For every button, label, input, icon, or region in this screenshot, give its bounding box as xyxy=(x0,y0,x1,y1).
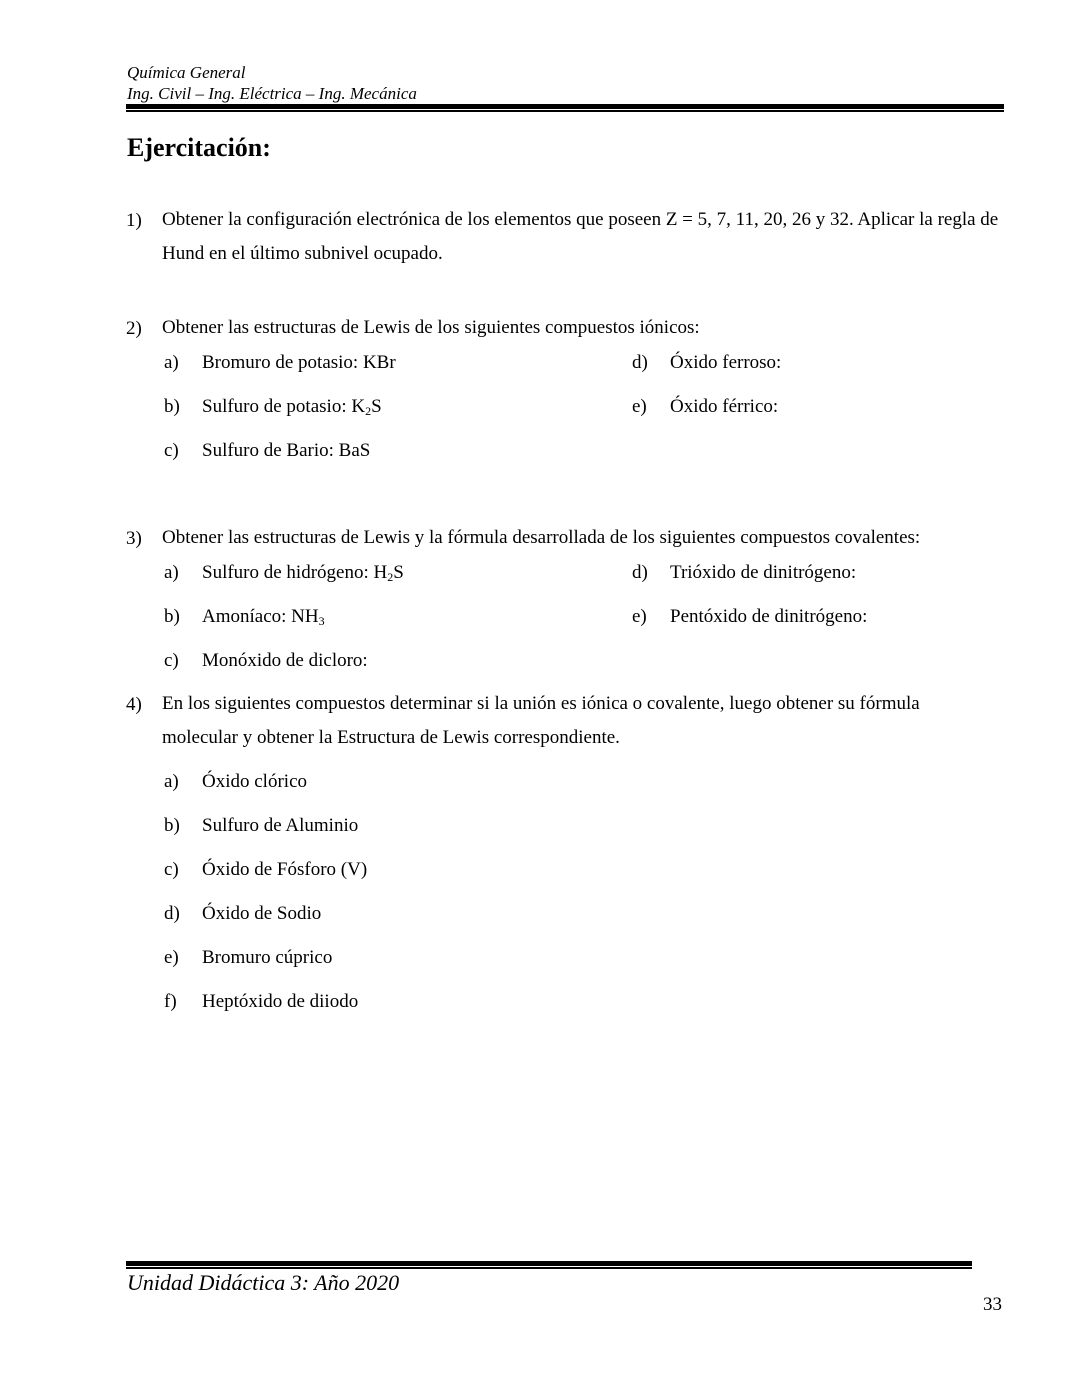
exercise-4-item-letter: e) xyxy=(164,947,179,968)
exercise-3-item-e-letter: e) xyxy=(632,606,647,627)
exercise-2-item-a-letter: a) xyxy=(164,352,179,373)
exercise-2-item-d: Óxido ferroso: xyxy=(670,352,782,373)
exercise-4-item: Bromuro cúprico xyxy=(202,947,333,968)
page-number: 33 xyxy=(983,1294,1002,1315)
exercise-4-item: Sulfuro de Aluminio xyxy=(202,815,359,836)
exercise-3-item-e: Pentóxido de dinitrógeno: xyxy=(670,606,868,627)
exercise-4-item-letter: a) xyxy=(164,771,179,792)
exercise-1-text: Obtener la configuración electrónica de los elementos que poseen Z = 5, 7, 11, 20, 26 y 32. Aplicar la regla de Hund en el último subnivel ocupado. xyxy=(162,209,999,264)
exercise-2-item-c: Sulfuro de Bario: BaS xyxy=(202,440,371,461)
exercise-4-item-letter: d) xyxy=(164,903,180,924)
exercise-2-text: Obtener las estructuras de Lewis de los siguientes compuestos iónicos: xyxy=(162,317,700,338)
exercise-4-item-letter: c) xyxy=(164,859,179,880)
exercise-2-number: 2) xyxy=(126,318,142,339)
exercise-4-item: Heptóxido de diiodo xyxy=(202,991,359,1012)
exercise-3-item-d: Trióxido de dinitrógeno: xyxy=(670,562,857,583)
exercise-4-item-letter: f) xyxy=(164,991,177,1012)
footer-rule-thick xyxy=(126,1261,972,1266)
exercise-3-item-b-letter: b) xyxy=(164,606,180,627)
page-title: Ejercitación: xyxy=(127,133,271,162)
exercise-4-item: Óxido de Sodio xyxy=(202,903,322,924)
exercise-3-item-a: Sulfuro de hidrógeno: $H_2S$ xyxy=(202,562,404,584)
exercise-3-number: 3) xyxy=(126,528,142,549)
exercise-4-item-letter: b) xyxy=(164,815,180,836)
exercise-3-text: Obtener las estructuras de Lewis y la fórmula desarrollada de los siguientes compuestos covalentes: xyxy=(162,527,921,548)
exercise-3-item-b: Amoníaco: $NH_3$ xyxy=(202,606,325,628)
footer-unit: Unidad Didáctica 3: Año 2020 xyxy=(127,1270,400,1295)
exercise-4-item: Óxido clórico xyxy=(202,771,308,792)
exercise-2-item-b-letter: b) xyxy=(164,396,180,417)
footer-rule-thin xyxy=(126,1267,972,1269)
exercise-4-item: Óxido de Fósforo (V) xyxy=(202,859,368,880)
exercise-4-number: 4) xyxy=(126,694,142,715)
exercise-2-item-e-letter: e) xyxy=(632,396,647,417)
header-course: Química General xyxy=(127,63,246,82)
exercise-1-number: 1) xyxy=(126,210,142,231)
exercise-2-item-e: Óxido férrico: xyxy=(670,396,779,417)
exercise-4-text: En los siguientes compuestos determinar si la unión es iónica o covalente, luego obtener su fórmula molecular y obtener la Estructura de Lewis correspondiente. xyxy=(162,693,920,748)
exercise-2-item-d-letter: d) xyxy=(632,352,648,373)
header-rule-thick xyxy=(126,104,1004,109)
exercise-3-item-a-letter: a) xyxy=(164,562,179,583)
exercise-3-item-d-letter: d) xyxy=(632,562,648,583)
exercise-3-item-c: Monóxido de dicloro: xyxy=(202,650,368,671)
header-programs: Ing. Civil – Ing. Eléctrica – Ing. Mecánica xyxy=(127,84,417,103)
exercise-3-item-c-letter: c) xyxy=(164,650,179,671)
exercise-2-item-b: Sulfuro de potasio: $K_2S$ xyxy=(202,396,382,418)
header-rule-thin xyxy=(126,110,1004,112)
exercise-2-item-a: Bromuro de potasio: KBr xyxy=(202,352,396,373)
exercise-2-item-c-letter: c) xyxy=(164,440,179,461)
